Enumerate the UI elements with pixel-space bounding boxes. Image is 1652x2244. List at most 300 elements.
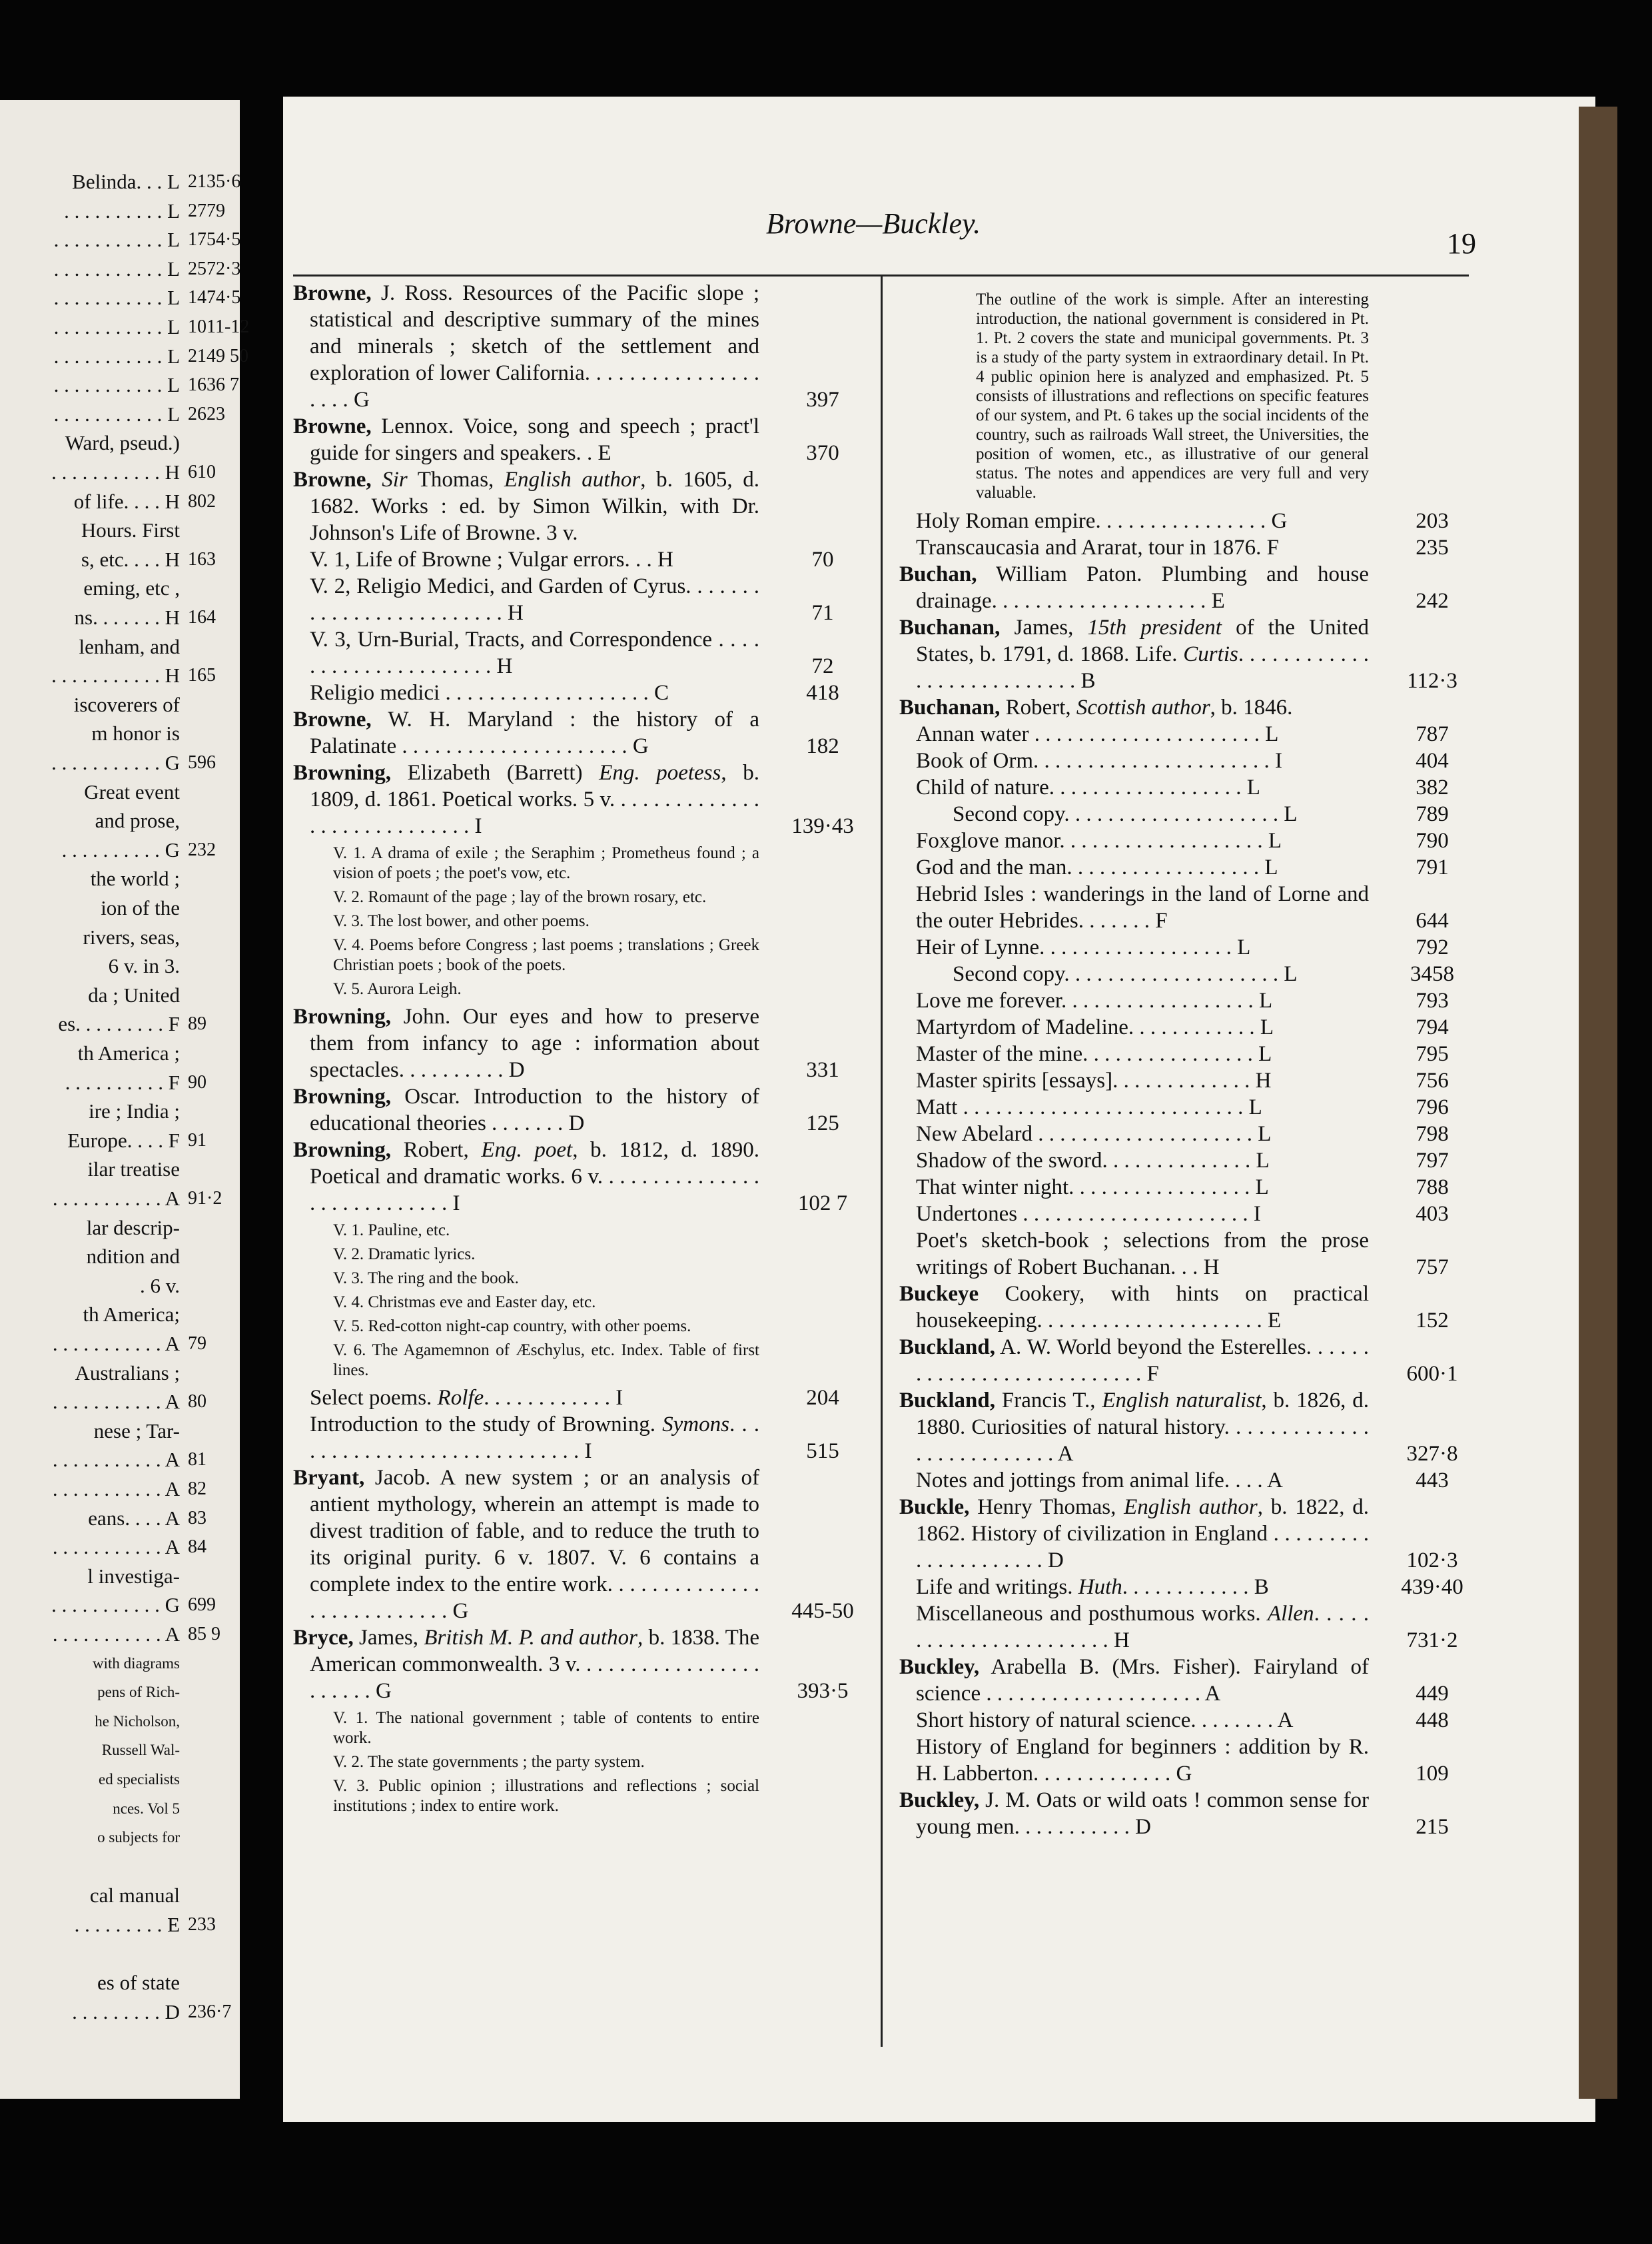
call-number: 797: [1416, 1149, 1449, 1173]
left-fragment-line: [0, 925, 240, 955]
left-fragment-line: [0, 1099, 240, 1129]
call-number: 418: [806, 681, 839, 705]
entry-text: Buckland, Francis T., English naturalist, b. 1826, d. 1880. Curiosities of natural history. . . . . . . . . . . . . . . . . . . . . . . . . . A: [899, 1389, 1370, 1466]
call-number: 382: [1416, 776, 1449, 800]
left-fragment-text: . . . . . . . . . . . L: [53, 228, 180, 252]
catalog-entry: [899, 694, 1369, 721]
left-fragment-line: [0, 1535, 240, 1564]
left-fragment-text: Europe. . . . F: [67, 1128, 180, 1152]
left-fragment-number: 2135·6: [188, 171, 241, 192]
left-fragment-number: 81: [188, 1449, 206, 1470]
catalog-entry: [899, 1787, 1449, 1840]
left-fragment-number: 2149 50: [188, 345, 248, 366]
entry-text: Notes and jottings from animal life. . . . A: [916, 1468, 1283, 1492]
call-number: 139·43: [791, 814, 854, 838]
left-fragment-number: 89: [188, 1013, 206, 1035]
bryce-note: The outline of the work is simple. After an interesting introduction, the national government is considered in Pt. 1. Pt. 2 covers the state and municipal governments. Pt. 3 is a study of the party system in extraordinary detail. In Pt. 4 public opinion here is analyzed and emphasized. Pt. 5 consists of illustrations and reflections on specific features of our system, and Pt. 6 takes up the social incidents of the country, such as railroads Wall street, the Universities, the position of women, etc., as illustrative of our general status. The notes and appendices are very full and very valuable.: [976, 290, 1369, 502]
catalog-entry: [916, 854, 1449, 881]
left-fragment-number: 84: [188, 1536, 206, 1558]
catalog-entry: [899, 1387, 1458, 1467]
entry-text: Browning, Robert, Eng. poet, b. 1812, d. 1890. Poetical and dramatic works. 6 v. . . . . . . . . . . . . . . . . . . . . . . . . . . . I: [293, 1138, 759, 1215]
left-fragment-line: [0, 1245, 240, 1274]
left-fragment-line: [0, 751, 240, 780]
left-fragment-line: [0, 954, 240, 983]
left-fragment-text: es. . . . . . . . . F: [58, 1012, 180, 1036]
entry-text: V. 4. Christmas eve and Easter day, etc.: [333, 1293, 596, 1311]
call-number: 3458: [1410, 962, 1454, 986]
left-fragment-text: Australians ;: [75, 1361, 180, 1385]
entry-text: Introduction to the study of Browning. Symons. . . . . . . . . . . . . . . . . . . . . . . . . . . . I: [310, 1412, 759, 1463]
left-fragment-number: 802: [188, 490, 216, 512]
left-fragment-line: [0, 635, 240, 664]
catalog-entry: [293, 1464, 854, 1624]
entry-text: Bryant, Jacob. A new system ; or an analysis of antient mythology, wherein an attempt is made to divest tradition of fable, and to reduce the truth to its original purity. 6 v. 1807. V. 6 contains a complete index to the entire work. . . . . . . . . . . . . . . . . . . . . . . . . . . G: [293, 1466, 759, 1623]
left-fragment-number: 79: [188, 1333, 206, 1354]
left-fragment-line: [0, 1361, 240, 1391]
catalog-entry: [953, 961, 1454, 987]
call-number: 370: [806, 441, 839, 465]
call-number: 109: [1416, 1762, 1449, 1786]
catalog-entry: [916, 881, 1449, 934]
catalog-entry: [899, 1334, 1458, 1387]
catalog-entry: [916, 1174, 1449, 1201]
left-fragment-line: [0, 1216, 240, 1245]
catalog-entry: [899, 614, 1457, 694]
catalog-entry: [916, 987, 1449, 1014]
left-fragment-text: cal manual: [89, 1884, 180, 1908]
left-fragment-text: he Nicholson,: [95, 1712, 180, 1730]
left-fragment-text: pens of Rich-: [97, 1684, 180, 1701]
entry-text: V. 3. Public opinion ; illustrations and reflections ; social institutions ; index to entire work.: [333, 1777, 759, 1815]
left-fragment-number: 90: [188, 1071, 206, 1093]
entry-text: Undertones . . . . . . . . . . . . . . . . . . . . . I: [916, 1202, 1261, 1226]
left-fragment-line: [0, 1942, 240, 1971]
left-fragment-line: [0, 431, 240, 460]
left-fragment-number: 82: [188, 1478, 206, 1499]
catalog-entry: [916, 828, 1449, 854]
entry-text: Buchan, William Paton. Plumbing and house drainage. . . . . . . . . . . . . . . . . . . . E: [899, 562, 1369, 613]
left-fragment-number: 233: [188, 1914, 216, 1935]
left-fragment-line: [0, 548, 240, 577]
call-number: 731·2: [1406, 1628, 1458, 1652]
volume-contents: [333, 1245, 759, 1265]
left-fragment-line: [0, 2000, 240, 2029]
volume-contents: [333, 1221, 759, 1241]
entry-text: V. 2. Romaunt of the page ; lay of the brown rosary, etc.: [333, 888, 707, 906]
call-number: 644: [1416, 909, 1449, 933]
left-fragment-text: Belinda. . . L: [72, 170, 180, 193]
catalog-entry: [916, 508, 1449, 534]
entry-text: History of England for beginners : addition by R. H. Labberton. . . . . . . . . . . . . G: [916, 1735, 1369, 1786]
volume-contents: [333, 911, 759, 931]
call-number: 445-50: [791, 1599, 854, 1623]
left-fragment-number: 1754·5: [188, 229, 241, 251]
left-fragment-text: . . . . . . . . . . F: [65, 1070, 180, 1094]
left-fragment-number: 232: [188, 839, 216, 860]
left-fragment-number: 1011-12: [188, 316, 250, 337]
catalog-entry: [916, 1201, 1449, 1227]
entry-text: Miscellaneous and posthumous works. Allen. . . . . . . . . . . . . . . . . . . . . . . H: [916, 1602, 1370, 1652]
left-fragment-line: [0, 983, 240, 1013]
entry-text: Buckle, Henry Thomas, English author, b. 1822, d. 1862. History of civilization in England . . . . . . . . . . . . . . . . . . . . . D: [899, 1495, 1370, 1572]
left-fragment-line: [0, 664, 240, 693]
left-fragment-text: . . . . . . . . . . . G: [51, 751, 180, 774]
volume-contents: [333, 1776, 759, 1816]
catalog-entry: [916, 1121, 1449, 1147]
entry-text: Short history of natural science. . . . . . . . A: [916, 1708, 1294, 1732]
catalog-entry: [916, 774, 1449, 801]
left-fragment-text: . . . . . . . . . E: [74, 1913, 180, 1936]
call-number: 789: [1416, 802, 1449, 826]
catalog-entry: [916, 721, 1449, 748]
entry-text: Holy Roman empire. . . . . . . . . . . . . . . . G: [916, 509, 1288, 533]
call-number: 787: [1416, 722, 1449, 746]
entry-text: Bryce, James, British M. P. and author, b. 1838. The American commonwealth. 3 v. . . . . . . . . . . . . . . . . . . . . . . G: [293, 1626, 759, 1703]
catalog-entry: [293, 1624, 849, 1704]
left-fragment-line: [0, 1071, 240, 1100]
left-fragment-text: . . . . . . . . . . . A: [52, 1187, 180, 1210]
entry-text: God and the man. . . . . . . . . . . . . . . . . . L: [916, 855, 1278, 879]
left-fragment-line: [0, 518, 240, 548]
entry-text: V. 2. Dramatic lyrics.: [333, 1245, 476, 1263]
volume-contents: [333, 843, 759, 883]
call-number: 791: [1416, 855, 1449, 879]
left-fragment-line: [0, 315, 250, 344]
left-fragment-text: . . . . . . . . . . . A: [52, 1622, 180, 1646]
page-number: 19: [1447, 227, 1476, 260]
entry-text: Child of nature. . . . . . . . . . . . . . . . . . L: [916, 776, 1260, 800]
catalog-entry: [916, 1014, 1449, 1041]
volume-contents: [333, 1317, 759, 1337]
entry-text: Poet's sketch-book ; selections from the prose writings of Robert Buchanan. . . H: [916, 1229, 1369, 1279]
left-fragment-text: ed specialists: [99, 1771, 180, 1788]
entry-text: Browne, W. H. Maryland : the history of a Palatinate . . . . . . . . . . . . . . . . . . . . . G: [293, 708, 759, 758]
entry-text: V. 1. The national government ; table of contents to entire work.: [333, 1709, 759, 1747]
catalog-entry: [916, 1707, 1449, 1734]
call-number: 788: [1416, 1175, 1449, 1199]
left-fragment-line: [0, 722, 240, 751]
left-fragment-number: 699: [188, 1594, 216, 1616]
left-fragment-number: 91: [188, 1129, 206, 1151]
left-fragment-text: eming, etc ,: [83, 576, 180, 600]
entry-text: Second copy. . . . . . . . . . . . . . . . . . . . L: [953, 802, 1298, 826]
entry-text: Martyrdom of Madeline. . . . . . . . . . . . L: [916, 1015, 1274, 1039]
catalog-entry: [293, 280, 839, 413]
entry-text: Shadow of the sword. . . . . . . . . . . . . . L: [916, 1149, 1270, 1173]
left-fragment-line: [0, 780, 240, 810]
column-right: [899, 290, 1463, 1840]
left-fragment-text: . . . . . . . . . . . A: [52, 1535, 180, 1559]
left-fragment-text: . . . . . . . . . . . L: [53, 257, 180, 280]
left-fragment-number: 80: [188, 1391, 206, 1412]
entry-text: Browning, Oscar. Introduction to the history of educational theories . . . . . . . D: [293, 1085, 759, 1135]
left-fragment-line: [0, 1971, 240, 2000]
entry-text: Transcaucasia and Ararat, tour in 1876. F: [916, 536, 1279, 560]
entry-text: Browning, Elizabeth (Barrett) Eng. poetess, b. 1809, d. 1861. Poetical works. 5 v. . . . . . . . . . . . . . . . . . . . . . . . . . . . . I: [293, 761, 759, 838]
left-fragment-number: 2572·3: [188, 258, 241, 279]
call-number: 403: [1416, 1202, 1449, 1226]
catalog-entry: [916, 1734, 1449, 1787]
left-fragment-line: [0, 228, 240, 257]
left-fragment-number: 236·7: [188, 2001, 232, 2022]
catalog-entry: [916, 1041, 1449, 1067]
left-fragment-text: . 6 v.: [140, 1273, 180, 1297]
call-number: 182: [806, 734, 839, 758]
catalog-entry: [899, 561, 1449, 614]
catalog-entry: [953, 801, 1449, 828]
call-number: 215: [1416, 1815, 1449, 1839]
volume-contents: [333, 887, 759, 907]
left-fragment-line: [0, 1303, 240, 1332]
volume-contents: [333, 1708, 759, 1748]
call-number: 393·5: [797, 1679, 849, 1703]
left-fragment-text: . . . . . . . . . D: [72, 1999, 180, 2023]
entry-text: V. 1. A drama of exile ; the Seraphim ; Prometheus found ; a vision of poets ; the poet's vow, etc.: [333, 844, 759, 882]
call-number: 152: [1416, 1309, 1449, 1333]
entry-text: Master spirits [essays]. . . . . . . . . . . . . H: [916, 1069, 1272, 1093]
entry-text: Hebrid Isles : wanderings in the land of Lorne and the outer Hebrides. . . . . . . F: [916, 882, 1369, 933]
call-number: 125: [806, 1111, 839, 1135]
call-number: 600·1: [1406, 1362, 1458, 1386]
left-fragment-text: . . . . . . . . . . G: [61, 838, 180, 861]
left-fragment-number: 83: [188, 1507, 206, 1528]
catalog-entry: [899, 1281, 1449, 1334]
left-fragment-line: [0, 1157, 240, 1187]
call-number: 204: [806, 1386, 839, 1410]
left-fragment-line: [0, 286, 240, 315]
left-fragment-line: [0, 1506, 240, 1536]
call-number: 242: [1416, 589, 1449, 613]
catalog-entry: [916, 1574, 1463, 1600]
catalog-entry: [310, 573, 834, 626]
call-number: 235: [1416, 536, 1449, 560]
catalog-entry: [293, 706, 839, 760]
entry-text: V. 5. Red-cotton night-cap country, with other poems.: [333, 1317, 691, 1335]
left-fragment-line: [0, 1274, 240, 1303]
entry-text: That winter night. . . . . . . . . . . . . . . . . L: [916, 1175, 1269, 1199]
entry-text: Buchanan, Robert, Scottish author, b. 1846.: [899, 696, 1293, 720]
left-fragment-line: [0, 199, 240, 229]
call-number: 794: [1416, 1015, 1449, 1039]
catalog-entry: [916, 1094, 1449, 1121]
catalog-entry: [293, 413, 839, 466]
left-fragment-line: [0, 606, 240, 635]
left-fragment-number: 596: [188, 752, 216, 773]
left-fragment-text: . . . . . . . . . . . L: [53, 402, 180, 426]
entry-text: V. 2. The state governments ; the party system.: [333, 1753, 645, 1771]
left-fragment-number: 165: [188, 665, 216, 686]
left-fragment-line: [0, 1012, 240, 1041]
entry-text: Browne, Sir Thomas, English author, b. 1605, d. 1682. Works : ed. by Simon Wilkin, with Dr. Johnson's Life of Browne. 3 v.: [293, 468, 759, 545]
left-fragment-line: [0, 1680, 240, 1710]
catalog-entry: [899, 1654, 1449, 1707]
catalog-entry: [293, 1003, 839, 1083]
volume-contents: [333, 1341, 759, 1381]
left-fragment-line: [0, 1710, 240, 1739]
left-fragment-number: 163: [188, 548, 216, 570]
call-number: 448: [1416, 1708, 1449, 1732]
entry-text: Buckeye Cookery, with hints on practical housekeeping. . . . . . . . . . . . . . . . . . . . . E: [899, 1282, 1369, 1333]
left-fragment-line: [0, 1855, 240, 1884]
left-fragment-line: [0, 1477, 240, 1506]
left-fragment-line: [0, 402, 240, 432]
entry-text: Matt . . . . . . . . . . . . . . . . . . . . . . . . . . L: [916, 1095, 1262, 1119]
left-fragment-text: lenham, and: [79, 634, 180, 658]
entry-text: Buckley, J. M. Oats or wild oats ! common sense for young men. . . . . . . . . . . D: [899, 1788, 1369, 1839]
left-fragment-text: Hours. First: [81, 518, 180, 542]
left-fragment-line: [0, 170, 240, 199]
entry-text: Master of the mine. . . . . . . . . . . . . . . . L: [916, 1042, 1272, 1066]
entry-text: Foxglove manor. . . . . . . . . . . . . . . . . . . L: [916, 829, 1282, 853]
catalog-entry: [293, 466, 759, 546]
catalog-entry: [293, 760, 854, 840]
left-fragment-text: th America ;: [77, 1041, 180, 1065]
left-fragment-line: [0, 1884, 240, 1913]
page-edge: [1579, 107, 1617, 2099]
left-fragment-line: [0, 809, 240, 838]
left-fragment-line: [0, 1129, 240, 1158]
catalog-entry: [899, 1494, 1458, 1574]
call-number: 397: [806, 388, 839, 412]
catalog-entry: [916, 748, 1449, 774]
left-fragment-line: [0, 460, 240, 490]
catalog-entry: [916, 1147, 1449, 1174]
call-number: 756: [1416, 1069, 1449, 1093]
left-fragment-text: . . . . . . . . . . . L: [53, 315, 180, 338]
entry-text: Browning, John. Our eyes and how to preserve them from infancy to age : information about spectacles. . . . . . . . . . D: [293, 1005, 759, 1082]
left-fragment-line: [0, 1041, 240, 1071]
entry-text: Annan water . . . . . . . . . . . . . . . . . . . . . L: [916, 722, 1279, 746]
call-number: 102 7: [797, 1191, 848, 1215]
left-fragment-text: of life. . . . H: [73, 489, 180, 513]
left-fragment-line: [0, 693, 240, 722]
entry-text: V. 3. The ring and the book.: [333, 1269, 519, 1287]
catalog-entry: [916, 1600, 1458, 1654]
left-fragment-line: [0, 1419, 240, 1448]
call-number: 793: [1416, 989, 1449, 1013]
entry-text: V. 2, Religio Medici, and Garden of Cyrus. . . . . . . . . . . . . . . . . . . . . . . . . H: [310, 574, 759, 625]
left-fragment-text: . . . . . . . . . . . A: [52, 1477, 180, 1500]
entry-text: Religio medici . . . . . . . . . . . . . . . . . . . C: [310, 681, 669, 705]
left-fragment-text: es of state: [97, 1971, 180, 1995]
column-left: [293, 280, 854, 1820]
left-fragment-line: [0, 1332, 240, 1361]
volume-contents: [333, 1293, 759, 1313]
call-number: 757: [1416, 1255, 1449, 1279]
left-fragment-text: . . . . . . . . . . . L: [53, 373, 180, 397]
entry-text: Book of Orm. . . . . . . . . . . . . . . . . . . . . . I: [916, 749, 1282, 773]
left-fragment-text: o subjects for: [97, 1829, 180, 1846]
left-fragment-number: 164: [188, 607, 216, 628]
catalog-entry: [293, 1083, 839, 1137]
catalog-entry: [916, 534, 1449, 561]
left-fragment-line: [0, 867, 240, 896]
left-fragment-text: nces. Vol 5: [113, 1800, 180, 1817]
left-fragment-number: 1474·5: [188, 287, 241, 308]
left-fragment-number: 85 9: [188, 1624, 220, 1644]
left-fragment-line: [0, 257, 240, 286]
entry-text: Buckland, A. W. World beyond the Esterelles. . . . . . . . . . . . . . . . . . . . . . . . . . . F: [899, 1335, 1369, 1386]
left-fragment-line: [0, 576, 240, 606]
entry-text: V. 3. The lost bower, and other poems.: [333, 912, 590, 930]
volume-contents: [333, 979, 759, 999]
left-fragment-line: [0, 1448, 240, 1477]
call-number: 331: [806, 1058, 839, 1082]
catalog-entry: [916, 1467, 1449, 1494]
left-fragment-line: [0, 1390, 240, 1419]
call-number: 449: [1416, 1682, 1449, 1706]
call-number: 439·40: [1401, 1575, 1463, 1599]
left-fragment-line: [0, 1913, 240, 1942]
volume-contents: [333, 1269, 759, 1289]
call-number: 795: [1416, 1042, 1449, 1066]
entry-text: Browne, Lennox. Voice, song and speech ; pract'l guide for singers and speakers. . E: [293, 414, 759, 465]
left-fragment-text: . . . . . . . . . . . H: [51, 664, 180, 688]
left-fragment-text: l investiga-: [87, 1564, 180, 1588]
left-fragment-text: . . . . . . . . . . . L: [53, 344, 180, 368]
left-fragment-line: [0, 344, 248, 374]
call-number: 790: [1416, 829, 1449, 853]
column-divider: [881, 275, 883, 2047]
left-fragment-text: rivers, seas,: [83, 925, 180, 949]
left-fragment-text: . . . . . . . . . . . G: [51, 1593, 180, 1617]
left-fragment-text: Ward, pseud.): [65, 431, 180, 455]
entry-text: V. 6. The Agamemnon of Æschylus, etc. Index. Table of first lines.: [333, 1341, 759, 1379]
volume-contents: [333, 1752, 759, 1772]
left-fragment-number: 1636 7: [188, 374, 239, 396]
left-fragment-text: and prose,: [95, 809, 180, 833]
left-fragment-text: with diagrams: [93, 1654, 180, 1672]
call-number: 71: [811, 601, 834, 625]
entry-text: Life and writings. Huth. . . . . . . . . . . . B: [916, 1575, 1269, 1599]
left-fragment-text: th America;: [83, 1303, 180, 1327]
call-number: 443: [1416, 1468, 1449, 1492]
left-fragment-text: the world ;: [90, 867, 180, 891]
left-fragment-line: [0, 1652, 240, 1681]
catalog-entry: [310, 546, 834, 573]
left-fragment-line: [0, 1738, 240, 1768]
entry-text: V. 5. Aurora Leigh.: [333, 980, 462, 998]
call-number: 798: [1416, 1122, 1449, 1146]
left-fragment-text: . . . . . . . . . . . H: [51, 460, 180, 484]
left-fragment-number: 91·2: [188, 1188, 222, 1209]
call-number: 72: [811, 654, 834, 678]
call-number: 102·3: [1406, 1548, 1458, 1572]
left-fragment-text: . . . . . . . . . . . L: [53, 286, 180, 310]
catalog-entry: [916, 934, 1449, 961]
left-fragment-text: ion of the: [101, 896, 180, 919]
catalog-entry: [916, 1227, 1449, 1281]
call-number: 327·8: [1406, 1442, 1458, 1466]
left-fragment-text: eans. . . . A: [88, 1506, 180, 1530]
left-fragment-line: [0, 1564, 240, 1594]
left-fragment-line: [0, 838, 240, 867]
left-fragment-text: m honor is: [91, 722, 180, 746]
left-fragment-text: ilar treatise: [87, 1157, 180, 1181]
left-fragment-number: 2779: [188, 200, 225, 221]
left-page-fragment: [0, 100, 250, 2099]
entry-text: V. 1. Pauline, etc.: [333, 1221, 450, 1239]
left-fragment-line: [0, 373, 240, 402]
left-fragment-line: [0, 1622, 240, 1652]
catalog-entry: [916, 1067, 1449, 1094]
left-fragment-line: [0, 1768, 240, 1797]
left-fragment-text: . . . . . . . . . . . A: [52, 1390, 180, 1414]
entry-text: Second copy. . . . . . . . . . . . . . . . . . . . L: [953, 962, 1298, 986]
volume-contents: [333, 935, 759, 975]
left-fragment-text: ns. . . . . . . H: [74, 606, 180, 629]
call-number: 796: [1416, 1095, 1449, 1119]
